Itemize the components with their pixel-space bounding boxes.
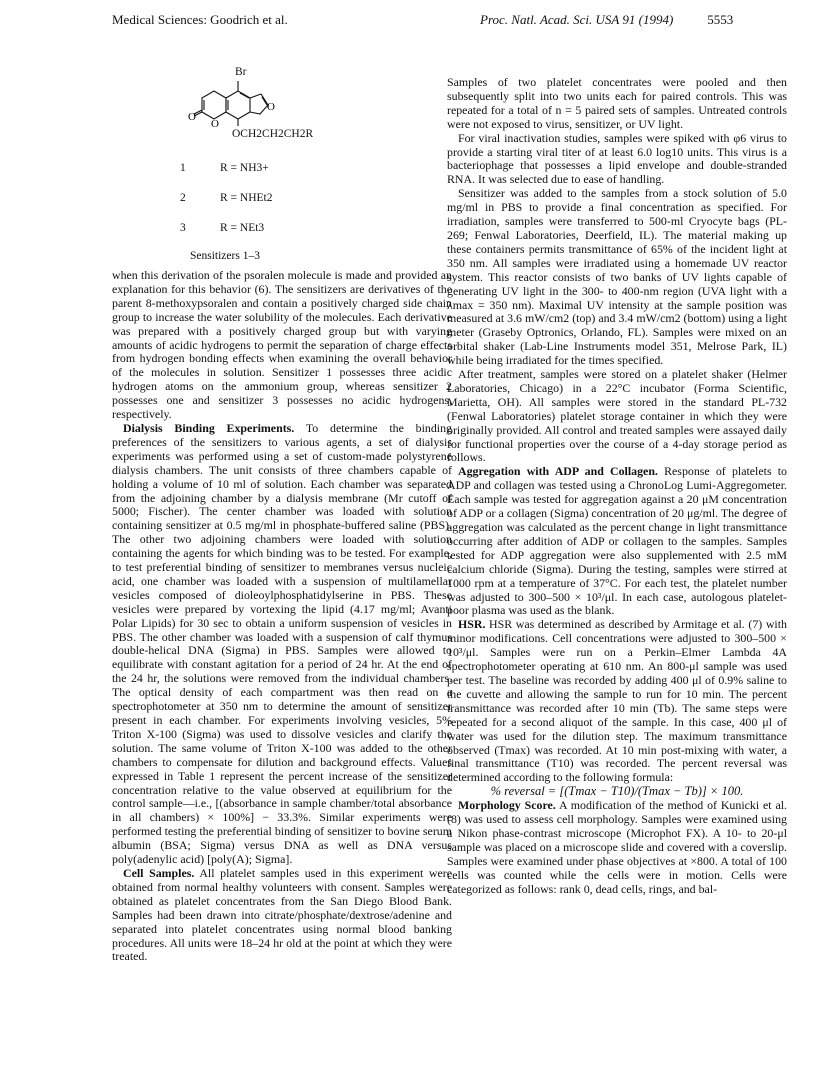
body-paragraph (447, 187, 787, 368)
paragraph-text: Response of platelets to ADP and collagen was tested using a ChronoLog Lumi-Aggregometer. Each sample was tested for aggregation against a 20 μM concentration of ADP or a collagen (Sigma) concentration of 20 μg/ml. The degree of aggregation was calculated as the percent change in light transmittance occurring after addition of ADP or collagen to the samples. Samples tested for ADP aggregation were also supplemented with 2.5 mM calcium chloride (Sigma). During the testing, samples were stirred at 1000 rpm at a temperature of 37°C. For each test, the platelet number was adjusted to 300–500 × 10³/μl. In each case, autologous platelet-poor plasma was used as the blank. (447, 464, 787, 618)
formula-percent-reversal: % reversal = [(Tmax − T10)/(Tmax − Tb)] × 100. (490, 784, 744, 799)
structure-caption: Sensitizers 1–3 (190, 250, 260, 262)
right-column-text (447, 76, 787, 896)
paragraph-text: HSR was determined as described by Armitage et al. (7) with minor modifications. Cell concentrations were adjusted to 300–500 × 10³/μl. Samples were run on a Perkin–Elmer Lambda 4A spectrophotometer operating at 610 nm. An 800-μl sample was used per test. The baseline was recorded by adding 400 μl of 0.9% saline to the cuvette and allowing the sample to run for 10 min. The percent transmittance was recorded after 10 min (Tb). The same steps were repeated for a second aliquot of the sample. In this case, 400 μl of water was used for the dilution step. The maximum transmittance observed (Tmax) was recorded. At 10 min post-mixing with water, a final transmittance (T10) was recorded. The percent reversal was determined according to the following formula: (447, 617, 787, 785)
svg-text:O: O (267, 101, 275, 113)
paragraph-text: when this derivation of the psoralen molecule is made and provided an explanation for this behavior (6). The sensitizers are derivatives of the parent 8-methoxypsoralen and contain a positively charged side chain group to increase the water solubility of the molecules. Each derivative was prepared with a positively charged group but with varying amounts of acidic hydrogens to permit the separation of charge effects from hydrogen bonding effects when examining the overall behavior of the molecules in solution. Sensitizer 1 possesses three acidic hydrogen atoms on the ammonium group, whereas sensitizer 2 possesses one and sensitizer 3 possesses no acidic hydrogens, respectively. (112, 268, 452, 422)
svg-text:O: O (211, 118, 219, 130)
bromo-label: Br (235, 66, 247, 78)
body-paragraph (447, 76, 787, 132)
body-paragraph (447, 618, 787, 785)
compound-2-number: 2 (180, 192, 186, 204)
body-paragraph (112, 422, 452, 867)
svg-text:O: O (188, 111, 196, 123)
psoralen-structure-diagram (158, 64, 398, 269)
compound-1-r: R = NH3+ (220, 162, 269, 174)
body-paragraph (112, 867, 452, 964)
paragraph-text: To determine the binding preferences of the sensitizers to various agents, a set of dialysis experiments was performed using a set of custom-made polystyrene dialysis chambers. The unit consists of three chambers capable of holding a volume of 10 ml of solution. Each chamber was separated from the adjoining chamber by a dialysis membrane (Mr cutoff of 5000; Fischer). The center chamber was loaded with solution containing sensitizer at 0.5 mg/ml in phosphate-buffered saline (PBS). The other two adjoining chambers were loaded with solution containing the agents for which binding was to be tested. For example, to test preferential binding of sensitizer to membranes versus nucleic acid, one chamber was loaded with a suspension of multilamellar vesicles composed of dioleoylphosphatidylserine in PBS. These vesicles were prepared by vortexing the lipid (4.17 mg/ml; Avanti Polar Lipids) for 30 sec to obtain a uniform suspension of vesicles in PBS. The other chamber was loaded with a suspension of calf thymus double-helical DNA (Sigma) in PBS. Samples were allowed to equilibrate with constant agitation for a period of 24 hr. At the end of the 24 hr, the solutions were removed from the individual chambers. The optical density of each compartment was then read on a spectrophotometer at 350 nm to determine the amount of sensitizer present in each chamber. For experiments involving vesicles, 5% Triton X-100 (Sigma) was used to dissolve vesicles and clarify the solution. The same volume of Triton X-100 was added to the other chambers to compensate for dilution and background effects. Values expressed in Table 1 represent the percent increase of the sensitizer concentration relative to the value observed at equilibrium for the control sample—i.e., [(absorbance in sample chamber/total absorbance in all chambers) × 100%] − 33.3%. Similar experiments were performed testing the preferential binding of sensitizer to bovine serum albumin (BSA; Sigma) versus DNA as well as DNA versus poly(adenylic acid) [poly(A); Sigma]. (112, 420, 452, 867)
paragraph-text: For viral inactivation studies, samples were spiked with φ6 virus to provide a starting viral titer of at least 6.0 log10 units. This virus is a bacteriophage that possesses a lipid envelope and double-stranded RNA. It was selected due to ease of handling. (447, 130, 787, 187)
header-authors: Medical Sciences: Goodrich et al. (112, 12, 288, 27)
paragraph-text: After treatment, samples were stored on a platelet shaker (Helmer Laboratories, Chicago) in a 22°C incubator (Forma Scientific, Marietta, OH). All samples were stored in the standard PL-732 (Fenwal Laboratories) platelet storage container in which they were originally provided. All control and treated samples were assayed daily for functional properties over the course of a 4-day storage period as follows. (447, 367, 787, 465)
running-header (0, 12, 816, 34)
section-heading: Dialysis Binding Experiments. (123, 420, 295, 435)
section-heading: Morphology Score. (458, 798, 556, 813)
page-number: 5553 (707, 12, 734, 27)
compound-3-number: 3 (180, 222, 186, 234)
section-heading: HSR. (458, 617, 486, 632)
left-column-text (112, 269, 452, 964)
paragraph-text: A modification of the method of Kunicki et al. (8) was used to assess cell morphology. Samples were examined using a Nikon phase-contrast microscope (Microphot FX). A 10- to 20-μl sample was placed on a microscope slide and covered with a coverslip. Samples were examined under phase objectives at ×800. A total of 100 cells was counted while the cells were in motion. Cells were categorized as follows: rank 0, dead cells, rings, and bal- (447, 798, 788, 896)
right-column (447, 76, 787, 896)
body-paragraph (447, 799, 787, 896)
body-paragraph (112, 269, 452, 422)
body-paragraph (447, 132, 787, 188)
chemical-structure-figure (112, 64, 452, 269)
compound-1-number: 1 (180, 162, 186, 174)
compound-3-r: R = NEt3 (220, 222, 265, 234)
section-heading: Cell Samples. (123, 865, 195, 880)
left-column (112, 66, 452, 964)
body-paragraph (447, 465, 787, 618)
compound-2-r: R = NHEt2 (220, 192, 273, 204)
body-paragraph (447, 368, 787, 465)
paragraph-text: Samples of two platelet concentrates were pooled and then subsequently split into two units each for paired controls. This was repeated for a total of n = 5 paired sets of samples. Untreated controls were not exposed to virus, sensitizer, or UV light. (447, 75, 787, 131)
paragraph-text: Sensitizer was added to the samples from a stock solution of 5.0 mg/ml in PBS to provide a final concentration as specified. For irradiation, samples were transferred to 500-ml Cryocyte bags (PL-269; Fenwal Laboratories, Deerfield, IL). The material making up these containers permits transmittance of 65% of the incident light at 350 nm. All samples were irradiated using a homemade UV reactor system. This reactor consists of two banks of UV lights capable of generating UV light in the 300- to 400-nm region (UVA light with a λmax = 350 nm). Maximal UV intensity at the sample position was measured at 3.6 mW/cm2 (top) and 3.4 mW/cm2 (bottom) using a light meter (Graseby Optronics, Orlando, FL). Samples were mixed on an orbital shaker (Lab-Line Instruments model 351, Melrose Park, IL) while being irradiated for the times specified. (447, 186, 787, 368)
header-journal: Proc. Natl. Acad. Sci. USA 91 (1994) (480, 12, 674, 27)
section-heading: Aggregation with ADP and Collagen. (458, 464, 658, 479)
header-journal-block (480, 12, 733, 28)
sidechain-label: OCH2CH2CH2R (232, 128, 314, 140)
paragraph-text: All platelet samples used in this experiment were obtained from normal healthy volunteers with consent. Samples were obtained as platelet concentrates from the San Diego Blood Bank. Samples had been drawn into citrate/phosphate/dextrose/adenine and separated into platelet concentrates using normal blood banking procedures. All units were 18–24 hr old at the point at which they were treated. (112, 865, 452, 964)
